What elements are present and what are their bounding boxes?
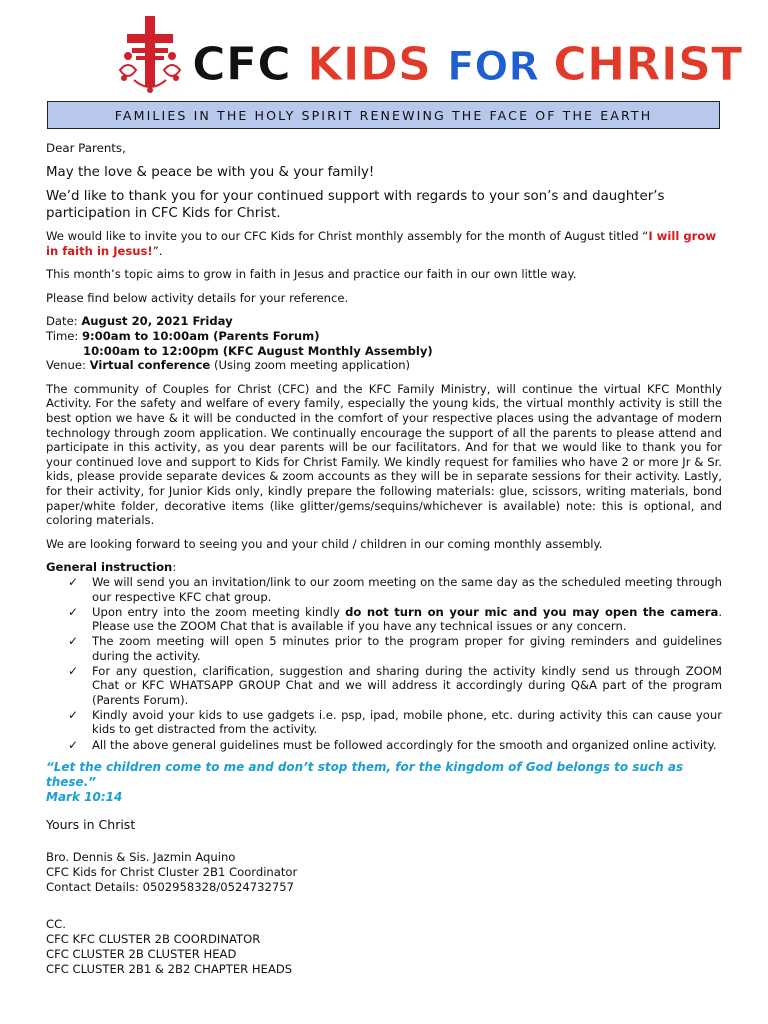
check-icon: ✓ [68,664,79,679]
svg-text:CFC KIDS FOR CHRIST: CFC KIDS FOR CHRIST [192,37,743,91]
header-logo [112,10,743,100]
instructions-title: General instruction: [46,560,177,575]
signer-contact: Contact Details: 0502958328/0524732757 [46,879,295,894]
invite-paragraph: We would like to invite you to our CFC Kids for Christ monthly assembly for the month of August titled “I will grow in faith in Jesus!”. [46,229,717,258]
cfc-kids-for-christ-logo [190,28,743,98]
signer-name: Bro. Dennis & Sis. Jazmin Aquino [46,849,236,864]
check-icon: ✓ [68,634,79,649]
instructions-list [46,575,722,752]
activity-details [46,314,722,372]
list-item: ✓ For any question, clarification, suggestion and sharing during the activity kindly send us through ZOOM Chat or KFC WHATSAPP GROUP Chat and we will address it accordingly during Q&A part of the program (Parents Forum). [68,664,722,707]
theme-banner: FAMILIES IN THE HOLY SPIRIT RENEWING THE FACE OF THE EARTH [47,101,720,129]
date-row: Date: August 20, 2021 Friday [46,314,233,329]
check-icon: ✓ [68,604,79,619]
letter-body [46,141,722,977]
list-item: ✓ Upon entry into the zoom meeting kindly do not turn on your mic and you may open the camera. Please use the ZOOM Chat that is available if you have any technical issues or any concern. [68,604,722,634]
check-icon: ✓ [68,575,79,590]
list-item: ✓ All the above general guidelines must be followed accordingly for the smooth and organized online activity. [68,737,717,752]
signer-role: CFC Kids for Christ Cluster 2B1 Coordinator [46,864,298,879]
bible-quote: “Let the children come to me and don’t stop them, for the kingdom of God belongs to such as these.” Mark 10:14 [46,760,722,805]
list-item: ✓ We will send you an invitation/link to our zoom meeting on the same day as the scheduled meeting through our respective KFC chat group. [68,575,722,604]
topic-paragraph: This month’s topic aims to grow in faith in Jesus and practice our faith in our own little way. [46,267,577,282]
looking-forward: We are looking forward to seeing you and your child / children in our coming monthly assembly. [46,536,603,551]
list-item: ✓ Kindly avoid your kids to use gadgets i.e. psp, ipad, mobile phone, etc. during activity this can cause your kids to get distracted from the activity. [68,707,722,737]
community-paragraph: The community of Couples for Christ (CFC) and the KFC Family Ministry, will continue the virtual KFC Monthly Activity. For the safety and welfare of every family, especially the young kids, the virtual monthly activity is still the best option we have & it will be conducted in the comfort of your respective places using the advantage of modern technology through zoom application. We continually encourage the support of all the parents to please attend and participate in this activity, as you dear parents will be our facilitators. And for that we would like to thank you for your continued love and support to Kids for Christ Family. We kindly request for families who have 2 or more Jr & Sr. kids, please provide separate devices & zoom accounts as they will be in separate sessions for their activity. Lastly, for their activity, for Junior Kids only, kindly prepare the following materials: glue, scissors, writing materials, bond paper/white folder, decorative items (like glitter/gems/sequins/whichever is available) note: this is optional, and coloring materials. [46,381,722,528]
cc-block: CC. CFC KFC CLUSTER 2B COORDINATOR CFC CLUSTER 2B CLUSTER HEAD CFC CLUSTER 2B1 & 2B2 CHAPTER HEADS [46,916,293,976]
find-below: Please find below activity details for your reference. [46,290,349,305]
list-item: ✓ The zoom meeting will open 5 minutes prior to the program proper for giving reminders and guidelines during the activity. [68,634,722,663]
time-row-2: 10:00am to 12:00pm (KFC August Monthly Assembly) [83,343,433,358]
check-icon: ✓ [68,707,79,722]
check-icon: ✓ [68,737,79,752]
cross-family-logo-icon [114,10,194,96]
time-row: Time: 9:00am to 10:00am (Parents Forum) [46,328,320,343]
signature-block [46,850,722,895]
quote-reference: Mark 10:14 [46,789,123,804]
assembly-title: I will grow in faith in Jesus! [46,229,717,258]
closing: Yours in Christ [46,816,136,832]
love-line: May the love & peace be with you & your family! [46,165,375,180]
venue-row: Venue: Virtual conference (Using zoom meeting application) [46,358,411,373]
greeting: Dear Parents, [46,141,126,155]
thanks-paragraph: We’d like to thank you for your continued support with regards to your son’s and daughter’s participation in CFC Kids for Christ. [46,189,665,221]
